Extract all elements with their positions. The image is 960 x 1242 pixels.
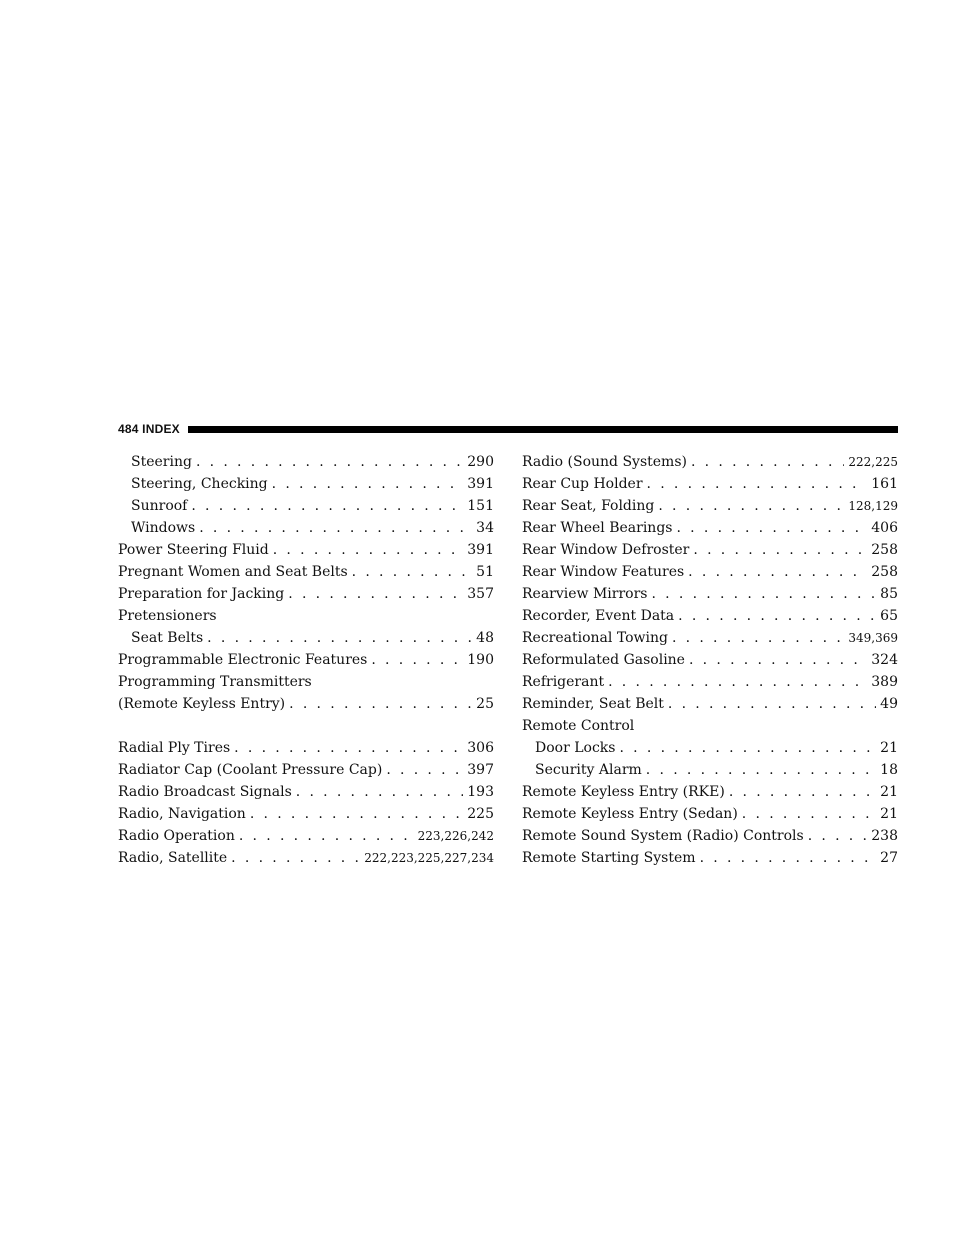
dot-leader (647, 473, 868, 495)
dot-leader (651, 583, 876, 605)
index-entry-page: 324 (871, 652, 898, 668)
index-entry-page: 51 (476, 564, 494, 580)
index-entry-label: Steering (131, 454, 192, 470)
index-entry-page: 85 (880, 586, 898, 602)
index-entry-page: 258 (871, 564, 898, 580)
dot-leader (234, 737, 463, 759)
dot-leader (199, 517, 472, 539)
index-entry (118, 803, 494, 825)
dot-leader (273, 539, 464, 561)
index-entry-page: 406 (871, 520, 898, 536)
index-entry (522, 539, 898, 561)
index-entry-page: 306 (467, 740, 494, 756)
dot-leader (619, 737, 876, 759)
index-spacer (118, 715, 494, 737)
index-entry-label: Security Alarm (535, 762, 642, 778)
index-entry (522, 825, 898, 847)
index-entry (522, 605, 898, 627)
index-entry-page: 151 (467, 498, 494, 514)
index-entry-page: 397 (467, 762, 494, 778)
index-entry (118, 737, 494, 759)
index-entry (118, 649, 494, 671)
index-entry (522, 781, 898, 803)
dot-leader (668, 693, 876, 715)
index-entry (522, 693, 898, 715)
index-entry (522, 737, 898, 759)
index-entry (522, 649, 898, 671)
dot-leader (691, 451, 844, 473)
index-entry-page: 258 (871, 542, 898, 558)
header-label (118, 422, 180, 436)
index-entry-page: 21 (880, 740, 898, 756)
index-entry-page: 222,223,225,227,234 (364, 851, 494, 865)
dot-leader (700, 847, 877, 869)
index-entry-label: Rear Window Features (522, 564, 685, 580)
index-entry-page: 349,369 (848, 631, 898, 645)
index-entry-label: Rearview Mirrors (522, 586, 648, 602)
dot-leader (658, 495, 844, 517)
index-entry-page: 357 (467, 586, 494, 602)
index-entry-page: 391 (467, 476, 494, 492)
index-entry-label: Recreational Towing (522, 630, 668, 646)
index-entry-page: 225 (467, 806, 494, 822)
dot-leader (678, 605, 876, 627)
index-entry-label: Rear Cup Holder (522, 476, 643, 492)
index-entry-page: 238 (871, 828, 898, 844)
index-entry-page: 25 (476, 696, 494, 712)
index-entry (118, 693, 494, 715)
index-entry-label: Radio (Sound Systems) (522, 454, 687, 470)
index-entry-page: 389 (871, 674, 898, 690)
index-entry-label: Pretensioners (118, 608, 217, 624)
index-entry-label: Windows (131, 520, 196, 536)
index-entry-page: 21 (880, 806, 898, 822)
index-entry (522, 561, 898, 583)
index-entry-label: Remote Keyless Entry (Sedan) (522, 806, 738, 822)
index-entry (118, 781, 494, 803)
index-entry-label: Radial Ply Tires (118, 740, 231, 756)
index-entry-label: (Remote Keyless Entry) (118, 696, 286, 712)
dot-leader (239, 825, 414, 847)
index-entry (118, 517, 494, 539)
index-entry-label: Remote Starting System (522, 850, 696, 866)
index-entry-label: Rear Seat, Folding (522, 498, 655, 514)
dot-leader (742, 803, 876, 825)
dot-leader (272, 473, 464, 495)
index-entry (118, 451, 494, 473)
dot-leader (676, 517, 867, 539)
dot-leader (672, 627, 844, 649)
index-entry (118, 605, 494, 627)
index-entry-label: Preparation for Jacking (118, 586, 285, 602)
index-entry (522, 671, 898, 693)
dot-leader (689, 649, 867, 671)
index-entry-page: 222,225 (848, 455, 898, 469)
dot-leader (688, 561, 867, 583)
index-entry-label: Radiator Cap (Coolant Pressure Cap) (118, 762, 383, 778)
dot-leader (352, 561, 473, 583)
index-entry (118, 583, 494, 605)
index-entry (522, 847, 898, 869)
index-entry-label: Sunroof (131, 498, 188, 514)
index-entry-page: 223,226,242 (417, 829, 494, 843)
index-entry (522, 715, 898, 737)
page-header (118, 421, 898, 437)
index-entry-label: Programmable Electronic Features (118, 652, 368, 668)
index-entry (118, 671, 494, 693)
dot-leader (296, 781, 464, 803)
index-entry (118, 473, 494, 495)
index-entry (118, 847, 494, 869)
index-entry-label: Rear Wheel Bearings (522, 520, 673, 536)
index-entry-label: Radio, Navigation (118, 806, 246, 822)
index-entry (522, 473, 898, 495)
index-entry-page: 290 (467, 454, 494, 470)
index-entry (522, 517, 898, 539)
index-entry-page: 27 (880, 850, 898, 866)
index-entry-label: Radio, Satellite (118, 850, 228, 866)
dot-leader (386, 759, 463, 781)
index-entry-page: 391 (467, 542, 494, 558)
dot-leader (250, 803, 463, 825)
index-entry-label: Refrigerant (522, 674, 605, 690)
dot-leader (289, 693, 472, 715)
index-entry-label: Seat Belts (131, 630, 204, 646)
index-entry-label: Steering, Checking (131, 476, 268, 492)
dot-leader (729, 781, 876, 803)
index-entry-page: 34 (476, 520, 494, 536)
index-entry-page: 49 (880, 696, 898, 712)
index-entry-page: 128,129 (848, 499, 898, 513)
index-entry-label: Pregnant Women and Seat Belts (118, 564, 348, 580)
dot-leader (288, 583, 463, 605)
dot-leader (608, 671, 867, 693)
index-entry (118, 495, 494, 517)
dot-leader (191, 495, 463, 517)
index-entry-label: Remote Control (522, 718, 635, 734)
index-entry (522, 759, 898, 781)
index-entry (522, 803, 898, 825)
index-entry (522, 627, 898, 649)
index-entry-page: 190 (467, 652, 494, 668)
index-column-right (522, 451, 898, 869)
index-entry-label: Reminder, Seat Belt (522, 696, 664, 712)
index-entry-label: Power Steering Fluid (118, 542, 269, 558)
index-entry (522, 583, 898, 605)
dot-leader (693, 539, 867, 561)
index-entry-label: Remote Keyless Entry (RKE) (522, 784, 725, 800)
dot-leader (196, 451, 463, 473)
index-entry-page: 21 (880, 784, 898, 800)
index-entry (118, 825, 494, 847)
index-entry-page: 48 (476, 630, 494, 646)
header-rule (188, 426, 898, 433)
page-number: 484 (118, 422, 139, 436)
index-entry-label: Door Locks (535, 740, 616, 756)
dot-leader (808, 825, 868, 847)
index-entry (118, 539, 494, 561)
dot-leader (371, 649, 463, 671)
index-entry-label: Reformulated Gasoline (522, 652, 685, 668)
index-entry-label: Recorder, Event Data (522, 608, 675, 624)
index-entry-page: 193 (467, 784, 494, 800)
index-entry-page: 18 (880, 762, 898, 778)
index-column-left (118, 451, 494, 869)
dot-leader (646, 759, 876, 781)
index-entry (522, 495, 898, 517)
index-entry (522, 451, 898, 473)
index-entry-label: Programming Transmitters (118, 674, 312, 690)
section-title: INDEX (142, 422, 180, 436)
index-entry (118, 627, 494, 649)
dot-leader (207, 627, 472, 649)
index-entry-page: 161 (871, 476, 898, 492)
index-entry-label: Radio Operation (118, 828, 235, 844)
index-entry-label: Remote Sound System (Radio) Controls (522, 828, 804, 844)
dot-leader (231, 847, 360, 869)
index-entry (118, 561, 494, 583)
index-entry-label: Radio Broadcast Signals (118, 784, 292, 800)
index-entry-page: 65 (880, 608, 898, 624)
index-entry (118, 759, 494, 781)
index-entry-label: Rear Window Defroster (522, 542, 690, 558)
